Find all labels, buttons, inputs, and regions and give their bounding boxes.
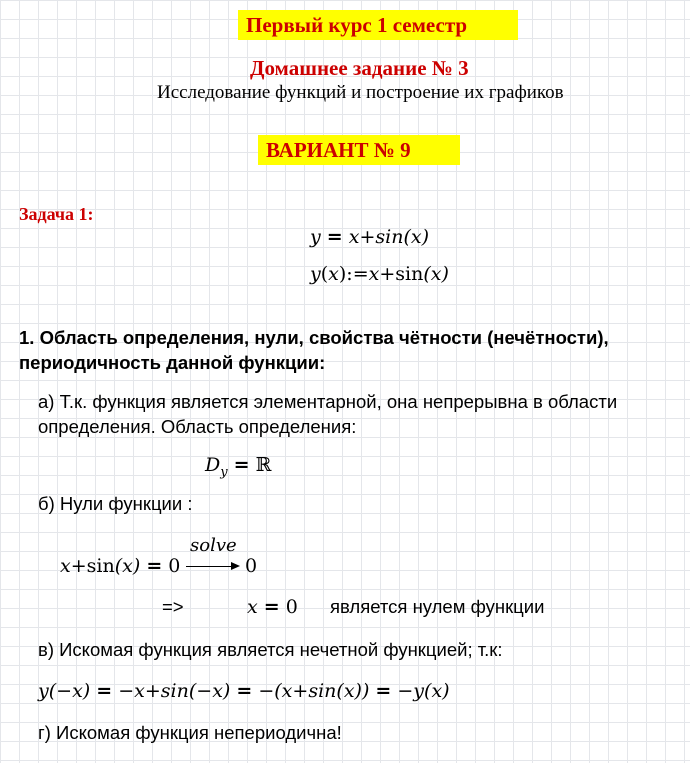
formula-y: y (310, 226, 321, 248)
course-title: Первый курс 1 семестр (238, 10, 518, 40)
def-arg: (x) (423, 263, 449, 285)
homework-title: Домашнее задание № 3 (250, 56, 469, 80)
topic-subtitle: Исследование функций и построение их графиков (157, 82, 564, 103)
zero-x: x (247, 596, 258, 618)
function-definition (310, 261, 449, 287)
function-formula (310, 224, 429, 250)
zero-description: является нулем функции (330, 596, 545, 617)
solve-result: 0 (245, 555, 258, 577)
def-sin: sin (395, 263, 424, 285)
item-d-label: г) Искомая функция непериодична! (38, 722, 342, 743)
solve-sin: sin (86, 555, 115, 577)
formula-eq: = (326, 226, 343, 248)
domain-d: D (205, 454, 221, 476)
item-b-label: б) Нули функции : (38, 493, 193, 514)
domain-set: ℝ (255, 454, 272, 476)
solve-arrow (186, 566, 231, 567)
def-open: ( (320, 263, 329, 285)
domain-eq: = (233, 454, 250, 476)
zero-eq: = (263, 596, 280, 618)
item-c-label: в) Искомая функция является нечетной функцией; т.к: (38, 639, 503, 660)
formula-x: x (348, 226, 360, 248)
zero-val: 0 (285, 596, 298, 618)
solve-zero: 0 (168, 555, 181, 577)
solve-plus: + (70, 555, 87, 577)
item-a-line1: а) Т.к. функция является элементарной, она непрерывна в области (38, 391, 618, 412)
task-label: Задача 1: (19, 204, 94, 224)
item-a-line2: определения. Область определения: (38, 416, 357, 437)
def-plus: + (379, 263, 396, 285)
odd-formula: y(−x) = −x+sin(−x) = −(x+sin(x)) = −y(x) (38, 680, 450, 702)
solve-arg: (x) (114, 555, 141, 577)
solve-equation (60, 553, 180, 579)
variant-title: ВАРИАНТ № 9 (258, 135, 460, 165)
domain-sub: y (220, 464, 228, 480)
domain-formula (205, 452, 271, 486)
formula-plus: + (359, 226, 376, 248)
solve-keyword: solve (190, 535, 237, 556)
solve-arrow-head (231, 562, 240, 570)
implies-arrow: => (162, 596, 184, 617)
def-assign: := (346, 263, 369, 285)
def-y: y (310, 263, 321, 285)
formula-arg: (x) (403, 226, 430, 248)
zero-equation (247, 594, 298, 620)
solve-x: x (60, 555, 71, 577)
section1-title-line1: 1. Область определения, нули, свойства чётности (нечётности), (19, 327, 609, 348)
def-close: ) (338, 263, 347, 285)
def-var: x (328, 263, 339, 285)
formula-sin: sin (375, 226, 404, 248)
def-x: x (368, 263, 380, 285)
section1-title-line2: периодичность данной функции: (19, 352, 326, 373)
solve-eq: = (146, 555, 163, 577)
